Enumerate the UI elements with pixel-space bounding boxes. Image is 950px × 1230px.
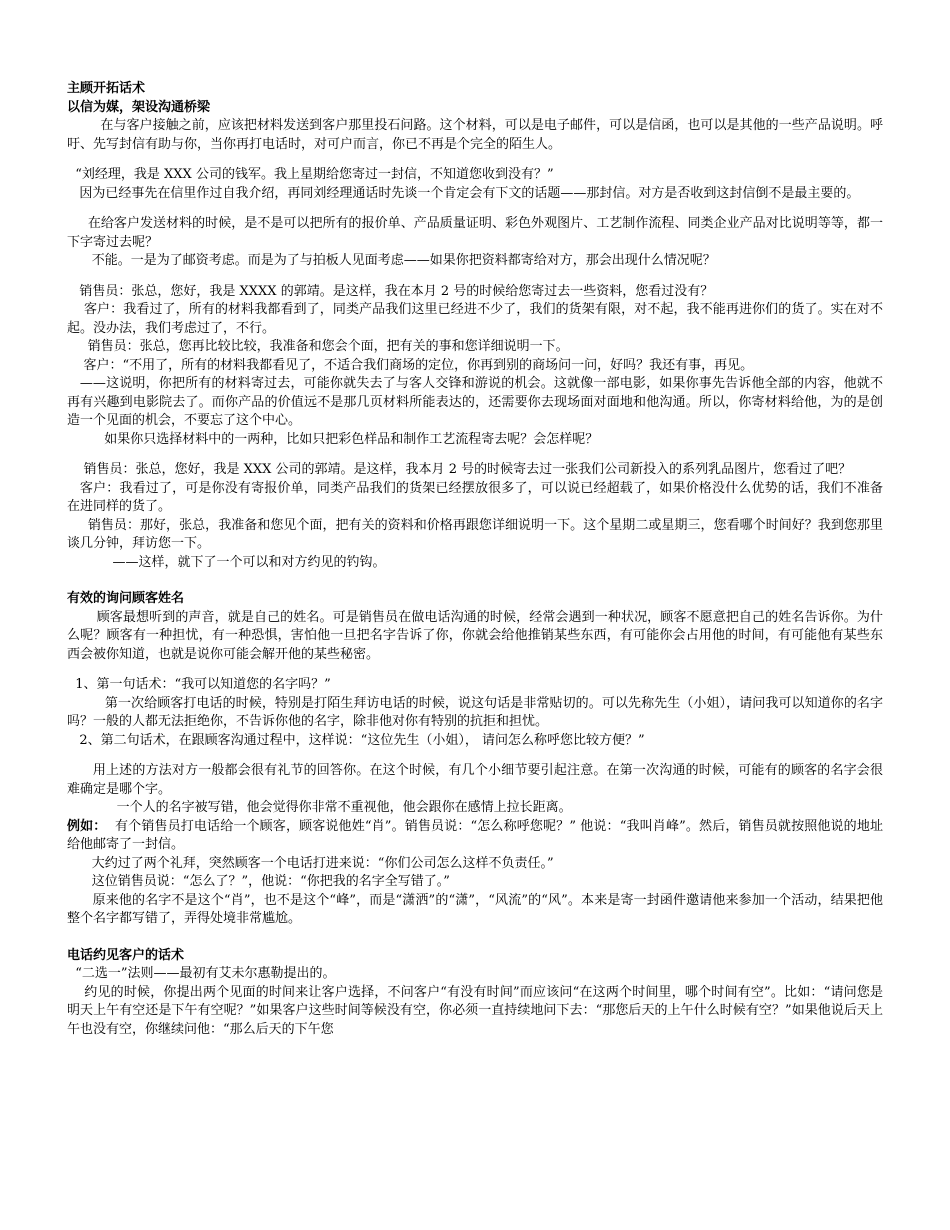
example-paragraph bbox=[67, 818, 883, 855]
document-page bbox=[67, 80, 883, 1039]
paragraph: 销售员：张总，您好，我是 XXXX 的郭靖。是这样，我在本月 2 号的时候给您寄过去一些资料，您看过没有？ bbox=[67, 283, 714, 299]
section-title: 有效的询问顾客姓名 bbox=[67, 591, 185, 606]
paragraph: 客户：我看过了，所有的材料我都看到了，同类产品我们这里已经进不少了，我们的货架有限，对不起，我不能再进你们的货了。实在对不起。没办法，我们考虑过了，不行。 bbox=[67, 302, 883, 336]
example-text: 有个销售员打电话给一个顾客，顾客说他姓“肖”。销售员说：“怎么称呼您呢？” 他说：“我叫肖峰”。然后，销售员就按照他说的地址给他邮寄了一封信。 bbox=[67, 818, 883, 852]
paragraph: 不能。一是为了邮资考虑。而是为了与拍板人见面考虑——如果你把资料都寄给对方，那会出现什么情况呢？ bbox=[67, 253, 716, 268]
example-label: 例如： bbox=[67, 818, 107, 834]
paragraph: 客户：我看过了，可是你没有寄报价单，同类产品我们的货架已经摆放很多了，可以说已经超载了，如果价格没什么优势的话，我们不准备在进同样的货了。 bbox=[67, 480, 883, 514]
paragraph: “二选一”法则——最初有艾未尔惠勒提出的。 bbox=[67, 966, 336, 981]
paragraph: “刘经理，我是 XXX 公司的钱军。我上星期给您寄过一封信，不知道您收到没有？” bbox=[67, 167, 554, 182]
paragraph: 1、第一句话术：“我可以知道您的名字吗？” bbox=[67, 677, 331, 692]
section-title: 主顾开拓话术 bbox=[67, 81, 146, 96]
paragraph: 第一次给顾客打电话的时候，特别是打陌生拜访电话的时候，说这句话是非常贴切的。可以先称先生（小姐），请问我可以知道你的名字吗？一般的人都无法拒绝你，不告诉你他的名字，除非他对你有特别的抗拒和担忧。 bbox=[67, 695, 883, 729]
paragraph: 顾客最想听到的声音，就是自己的姓名。可是销售员在做电话沟通的时候，经常会遇到一种状况，顾客不愿意把自己的姓名告诉你。为什么呢？顾客有一种担忧，有一种恐惧，害怕他一旦把名字告诉了你，你就会给他推销某些东西，有可能你会占用他的时间，有可能他有某些东西会被你知道，也就是说你可能会解开他的某些秘密。 bbox=[67, 609, 883, 662]
paragraph: ——这样，就下了一个可以和对方约见的钓钩。 bbox=[67, 554, 386, 570]
paragraph: 客户：“不用了，所有的材料我都看见了，不适合我们商场的定位，你再到别的商场问一问，好吗？我还有事，再见。 bbox=[67, 357, 754, 373]
paragraph: 2、第二句话术，在跟顾客沟通过程中，这样说：“这位先生（小姐）， 请问怎么称呼您比较方便？” bbox=[67, 732, 645, 748]
section-subtitle: 以信为媒，架设沟通桥梁 bbox=[67, 99, 211, 115]
paragraph: 因为已经事先在信里作过自我介绍，再同刘经理通话时先谈一个肯定会有下文的话题——那封信。对方是否收到这封信倒不是最主要的。 bbox=[67, 185, 860, 201]
paragraph: 约见的时候，你提出两个见面的时间来让客户选择，不问客户“有没有时间”而应该问“在这两个时间里，哪个时间有空”。比如：“请问您是明天上午有空还是下午有空呢？”如果客户这些时间等候没有空，你必须一直持续地问下去：“那您后天的上午什么时候有空？”如果他说后天上午也没有空，你继续问他：“那么后天的下午您 bbox=[67, 984, 884, 1037]
paragraph: ——这说明，你把所有的材料寄过去，可能你就失去了与客人交锋和游说的机会。这就像一部电影，如果你事先告诉他全部的内容，他就不再有兴趣到电影院去了。而你产品的价值远不是那几页材料所能表达的，还需要你去现场面对面地和他沟通。所以，你寄材料给他，为的是创造一个见面的机会，不要忘了这个中心。 bbox=[67, 376, 883, 428]
paragraph: 用上述的方法对方一般都会很有礼节的回答你。在这个时候，有几个小细节要引起注意。在第一次沟通的时候，可能有的顾客的名字会很难确定是哪个字。 bbox=[67, 763, 883, 797]
paragraph: 一个人的名字被写错，他会觉得你非常不重视他，他会跟你在感情上拉长距离。 bbox=[67, 800, 572, 815]
paragraph: 如果你只选择材料中的一两种，比如只把彩色样品和制作工艺流程寄去呢？会怎样呢？ bbox=[67, 431, 599, 447]
paragraph: 原来他的名字不是这个“肖”，也不是这个“峰”，而是“潇洒”的“潇”，“风流”的“风”。本来是寄一封函件邀请他来参加一个活动，结果把他整个名字都写错了，弄得处境非常尴尬。 bbox=[67, 892, 883, 926]
paragraph: 在给客户发送材料的时候，是不是可以把所有的报价单、产品质量证明、彩色外观图片、工艺制作流程、同类企业产品对比说明等等，都一下字寄过去呢？ bbox=[67, 216, 883, 250]
paragraph: 这位销售员说：“怎么了？”，他说：“你把我的名字全写错了。” bbox=[67, 874, 450, 889]
paragraph: 在与客户接触之前，应该把材料发送到客户那里投石问路。这个材料，可以是电子邮件，可以是信函，也可以是其他的一些产品说明。呼吁、先写封信有助与你，当你再打电话时，对可户而言，你已不再是个完全的陌生人。 bbox=[67, 118, 883, 152]
paragraph: 销售员：张总，您再比较比较，我准备和您会个面，把有关的事和您详细说明一下。 bbox=[67, 339, 569, 354]
paragraph: 销售员：张总，您好，我是 XXX 公司的郭靖。是这样，我本月 2 号的时候寄去过一张我们公司新投入的系列乳品图片，您看过了吧？ bbox=[67, 462, 852, 477]
section-title: 电话约见客户的话术 bbox=[67, 947, 185, 963]
paragraph: 大约过了两个礼拜，突然顾客一个电话打进来说：“你们公司怎么这样不负责任。” bbox=[67, 855, 554, 871]
paragraph: 销售员：那好，张总，我准备和您见个面，把有关的资料和价格再跟您详细说明一下。这个星期二或星期三，您看哪个时间好？我到您那里谈几分钟，拜访您一下。 bbox=[67, 517, 883, 551]
